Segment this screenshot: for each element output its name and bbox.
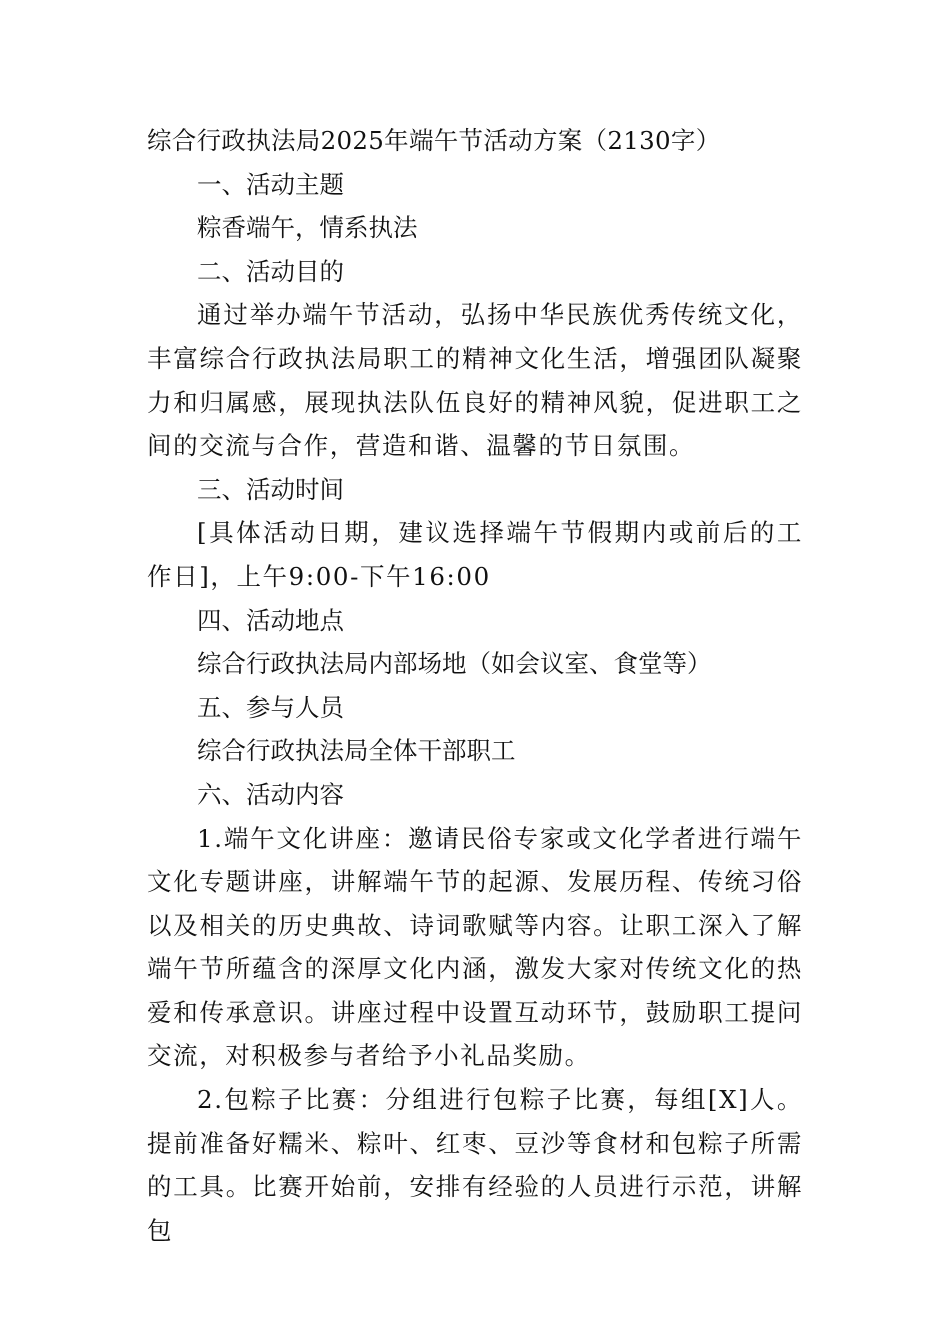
section-heading-location: 四、活动地点 [197,605,344,635]
section-heading-participants: 五、参与人员 [197,692,344,722]
content-item-zongzi-contest: 2.包粽子比赛：分组进行包粽子比赛，每组[X]人。提前准备好糯米、粽叶、红枣、豆沙等食材和包粽子所需的工具。比赛开始前，安排有经验的人员进行示范，讲解包 [147,1085,803,1245]
section-body-participants: 综合行政执法局全体干部职工 [197,736,516,766]
section-heading-purpose: 二、活动目的 [197,256,344,286]
section-heading-content: 六、活动内容 [197,779,344,809]
content-item-lecture: 1.端午文化讲座：邀请民俗专家或文化学者进行端午文化专题讲座，讲解端午节的起源、发展历程、传统习俗以及相关的历史典故、诗词歌赋等内容。让职工深入了解端午节所蕴含的深厚文化内涵，激发大家对传统文化的热爱和传承意识。讲座过程中设置互动环节，鼓励职工提问交流，对积极参与者给予小礼品奖励。 [147,823,803,1071]
section-body-time: [具体活动日期，建议选择端午节假期内或前后的工作日]，上午9:00-下午16:00 [147,518,803,591]
section-heading-theme: 一、活动主题 [197,169,344,199]
section-heading-time: 三、活动时间 [197,474,344,504]
section-body-location: 综合行政执法局内部场地（如会议室、食堂等） [197,649,712,679]
document-body [147,119,803,1252]
document-title: 综合行政执法局2025年端午节活动方案（2130字） [147,126,721,155]
section-body-theme: 粽香端午，情系执法 [197,213,418,243]
section-body-purpose: 通过举办端午节活动，弘扬中华民族优秀传统文化，丰富综合行政执法局职工的精神文化生活，增强团队凝聚力和归属感，展现执法队伍良好的精神风貌，促进职工之间的交流与合作，营造和谐、温馨的节日氛围。 [147,300,803,461]
